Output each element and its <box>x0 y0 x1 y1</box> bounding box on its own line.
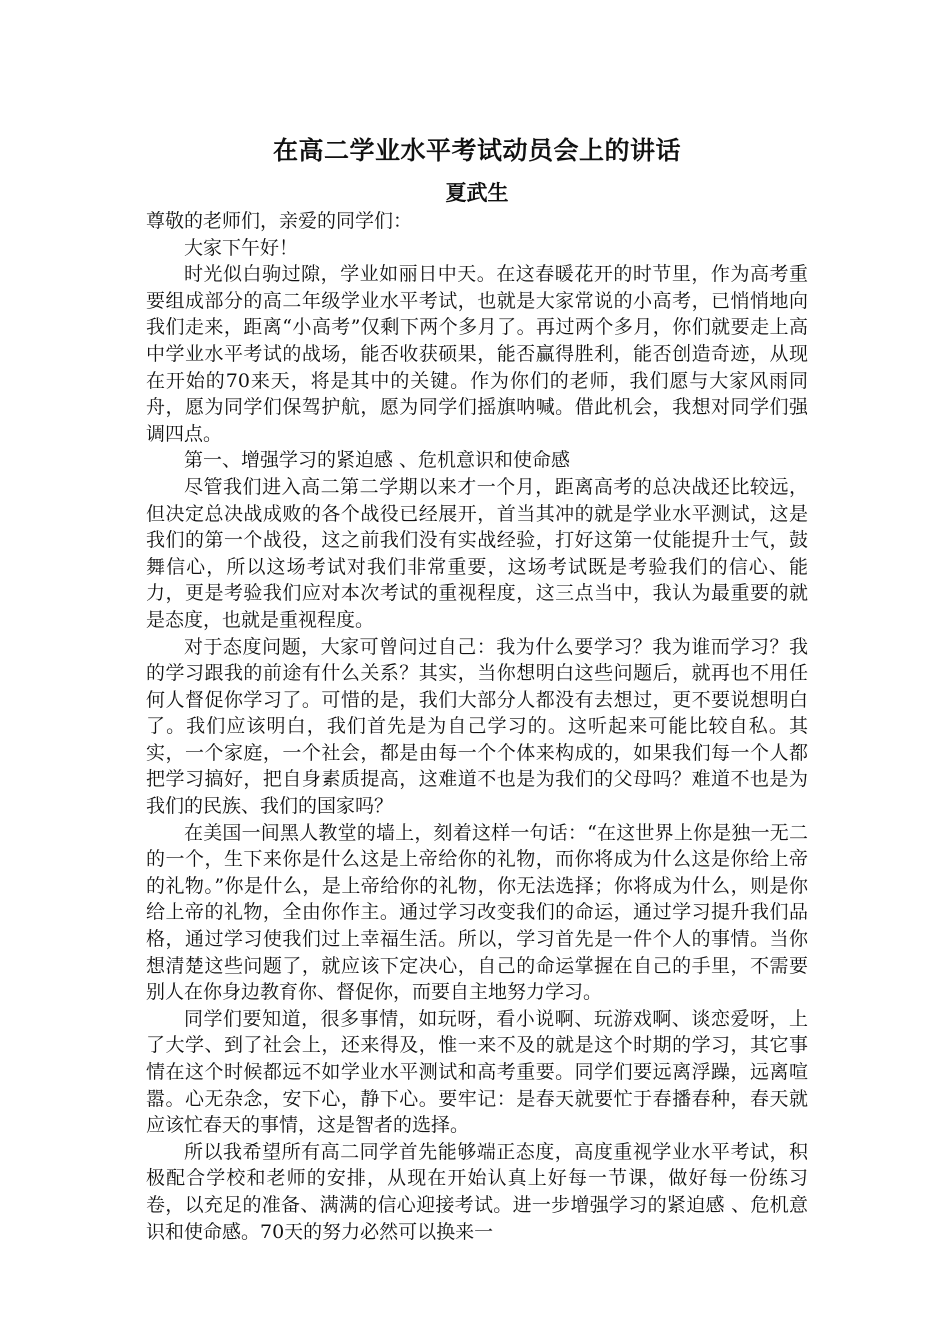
document-page <box>146 126 808 1245</box>
body-paragraph: 对于态度问题，大家可曾问过自己：我为什么要学习？我为谁而学习？我的学习跟我的前途有什么关系？其实，当你想明白这些问题后，就再也不用任何人督促你学习了。可惜的是，我们大部分人都没有去想过，更不要说想明白了。我们应该明白，我们首先是为自己学习的。这听起来可能比较自私。其实，一个家庭，一个社会，都是由每一个个体来构成的，如果我们每一个人都把学习搞好，把自身素质提高，这难道不也是为我们的父母吗？难道不也是为我们的民族、我们的国家吗？ <box>146 635 808 818</box>
section-heading: 第一、增强学习的紧迫感 、危机意识和使命感 <box>184 449 571 472</box>
greeting-paragraph: 大家下午好！ <box>184 236 299 259</box>
document-title: 在高二学业水平考试动员会上的讲话 <box>272 136 681 165</box>
salutation-paragraph: 尊敬的老师们，亲爱的同学们： <box>146 210 413 232</box>
body-paragraph: 在美国一间黑人教堂的墙上，刻着这样一句话：“在这世界上你是独一无二的一个，生下来你是什么这是上帝给你的礼物，而你将成为什么这是你给上帝的礼物。”你是什么，是上帝给你的礼物，你无法选择；你将成为什么，则是你给上帝的礼物，全由你作主。通过学习改变我们的命运，通过学习提升我们品格，通过学习使我们过上幸福生活。所以，学习首先是一件个人的事情。当你想清楚这些问题了，就应该下定决心，自己的命运掌握在自己的手里，不需要别人在你身边教育你、督促你，而要自主地努力学习。 <box>146 821 808 1004</box>
body-paragraph: 所以我希望所有高二同学首先能够端正态度，高度重视学业水平考试，积极配合学校和老师的安排，从现在开始认真上好每一节课，做好每一份练习卷，以充足的准备、满满的信心迎接考试。进一步增强学习的紧迫感 、危机意识和使命感。70天的努力必然可以换来一 <box>146 1140 808 1243</box>
document-author: 夏武生 <box>445 181 509 205</box>
body-paragraph: 尽管我们进入高二第二学期以来才一个月，距离高考的总决战还比较远，但决定总决战成败的各个战役已经展开，首当其冲的就是学业水平测试，这是我们的第一个战役，这之前我们没有实战经验，打好这第一仗能提升士气，鼓舞信心，所以这场考试对我们非常重要，这场考试既是考验我们的信心、能力，更是考验我们应对本次考试的重视程度，这三点当中，我认为最重要的就是态度，也就是重视程度。 <box>146 475 808 631</box>
body-paragraph: 时光似白驹过隙，学业如丽日中天。在这春暖花开的时节里，作为高考重要组成部分的高二年级学业水平考试，也就是大家常说的小高考，已悄悄地向我们走来，距离“小高考”仅剩下两个多月了。再过两个多月，你们就要走上高中学业水平考试的战场，能否收获硕果，能否赢得胜利，能否创造奇迹，从现在开始的70来天，将是其中的关键。作为你们的老师，我们愿与大家风雨同舟，愿为同学们保驾护航，愿为同学们摇旗呐喊。借此机会，我想对同学们强调四点。 <box>146 263 808 445</box>
body-paragraph: 同学们要知道，很多事情，如玩呀，看小说啊、玩游戏啊、谈恋爱呀，上了大学、到了社会上，还来得及，惟一来不及的就是这个时期的学习，其它事情在这个时候都远不如学业水平测试和高考重要。同学们要远离浮躁，远离喧嚣。心无杂念，安下心，静下心。要牢记：是春天就要忙于春播春种，春天就应该忙春天的事情，这是智者的选择。 <box>146 1007 808 1137</box>
document-body <box>146 208 808 1245</box>
